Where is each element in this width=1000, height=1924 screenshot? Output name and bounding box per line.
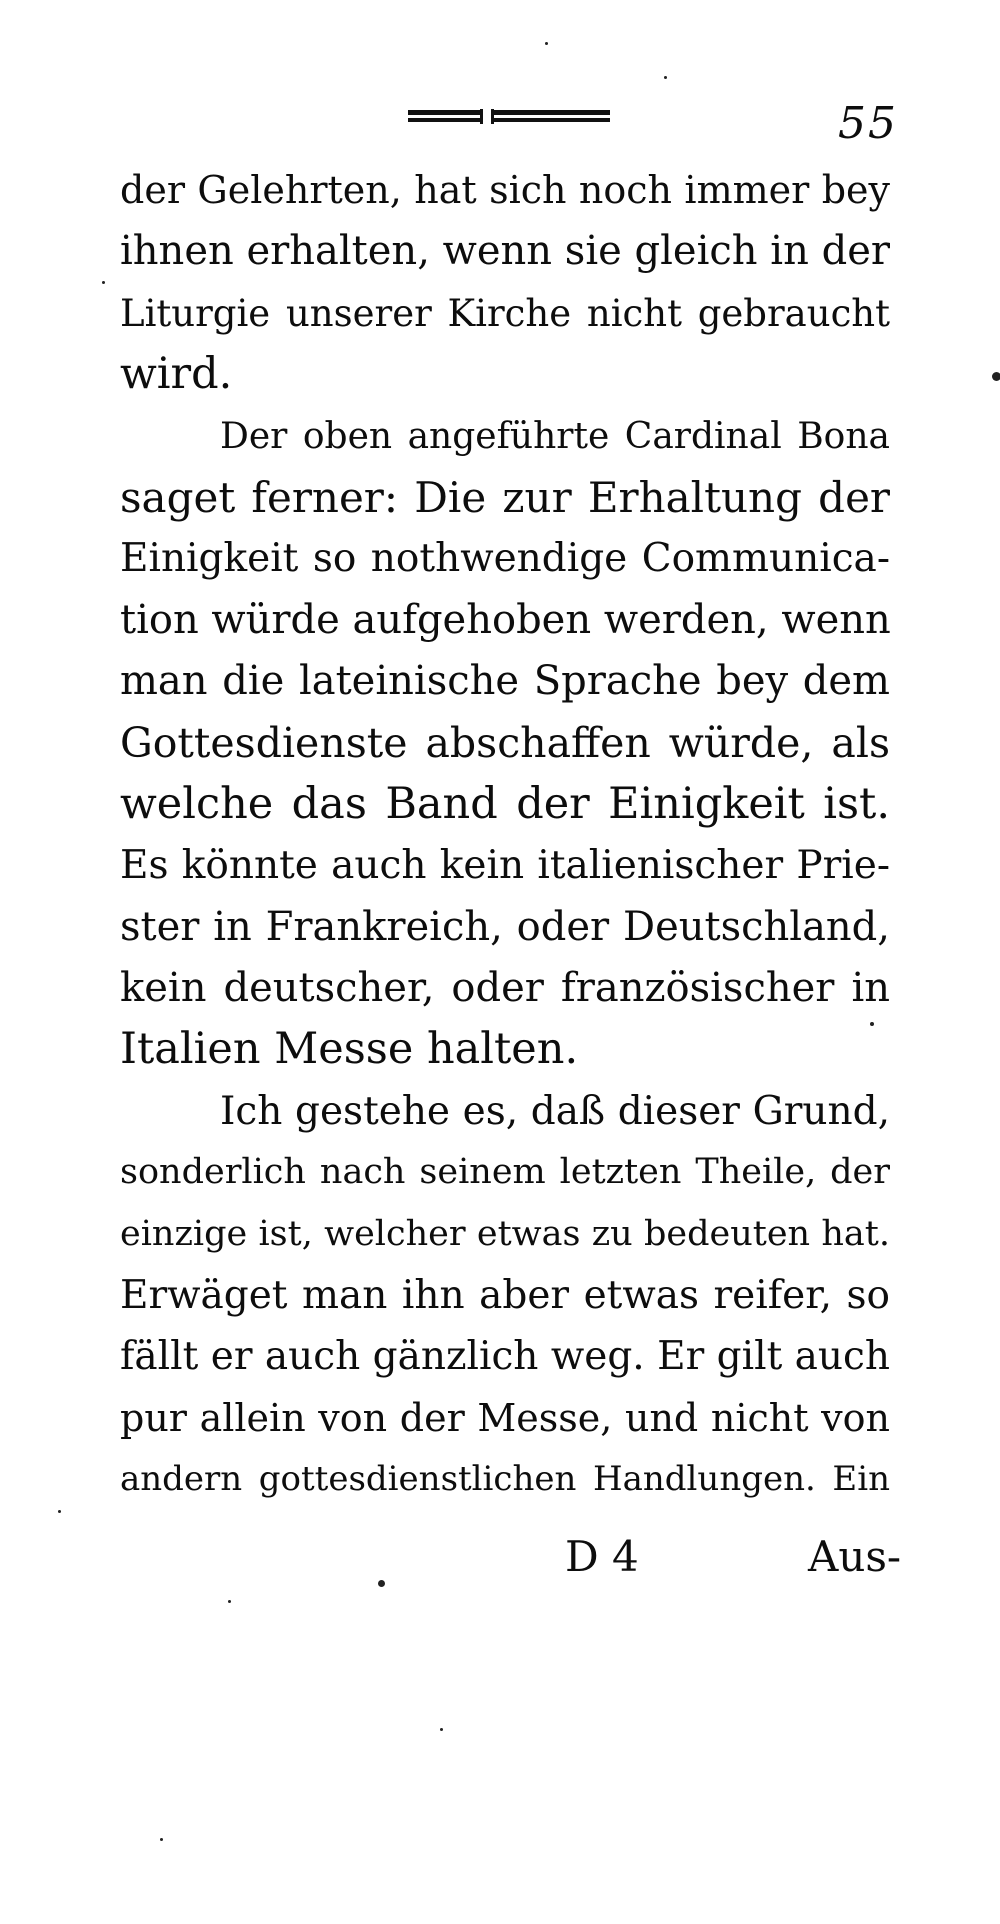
text-line: andern gottesdienstlichen Handlungen. Ein (120, 1459, 890, 1500)
text-line: tion würde aufgehoben werden, wenn (120, 596, 891, 643)
scan-speck (870, 1022, 874, 1026)
text-line: wird. (120, 349, 233, 400)
scan-speck (160, 1838, 163, 1841)
scan-speck (58, 1510, 61, 1513)
text-line: sonderlich nach seinem letzten Theile, der (120, 1152, 890, 1193)
text-line: man die lateinische Sprache bey dem (120, 658, 890, 705)
catchword: Aus- (808, 1532, 902, 1581)
text-line: Einigkeit so nothwendige Communica- (120, 536, 890, 582)
text-line: saget ferner: Die zur Erhaltung der (120, 472, 890, 522)
header-rule-bar-top (408, 110, 610, 115)
text-line: Es könnte auch kein italienischer Prie- (120, 843, 890, 889)
text-line: Gottesdienste abschaffen würde, als (120, 718, 890, 767)
text-line: einzige ist, welcher etwas zu bedeuten hat. (120, 1213, 890, 1254)
header-rule-ornament (480, 109, 494, 124)
scan-speck (992, 372, 1000, 381)
text-line: welche das Band der Einigkeit ist. (120, 778, 890, 829)
scan-speck (378, 1580, 385, 1587)
text-line: Italien Messe halten. (120, 1024, 579, 1075)
page-number: 55 (838, 98, 898, 149)
scan-speck (228, 1600, 231, 1603)
page-footer (0, 1532, 1000, 1592)
scan-speck (102, 281, 105, 284)
header-rule-bar-bottom (408, 118, 610, 122)
scan-speck (545, 42, 548, 45)
text-line: kein deutscher, oder französischer in (120, 965, 890, 1012)
text-line: Liturgie unserer Kirche nicht gebraucht (120, 291, 890, 335)
text-line: fällt er auch gänzlich weg. Er gilt auch (120, 1334, 890, 1380)
body-text (120, 160, 890, 1511)
header-rule (408, 110, 610, 126)
text-line: Ich gestehe es, daß dieser Grund, (220, 1088, 890, 1134)
text-line: Der oben angeführte Cardinal Bona (220, 415, 890, 457)
text-line: ihnen erhalten, wenn sie gleich in der (120, 228, 890, 275)
text-line: Erwäget man ihn aber etwas reifer, so (120, 1273, 890, 1319)
scan-speck (664, 76, 667, 79)
text-line: pur allein von der Messe, und nicht von (120, 1395, 890, 1440)
text-line: der Gelehrten, hat sich noch immer bey (120, 168, 890, 212)
text-line: ster in Frankreich, oder Deutschland, (120, 903, 890, 950)
scan-speck (440, 1728, 443, 1731)
signature-mark: D 4 (565, 1532, 639, 1581)
